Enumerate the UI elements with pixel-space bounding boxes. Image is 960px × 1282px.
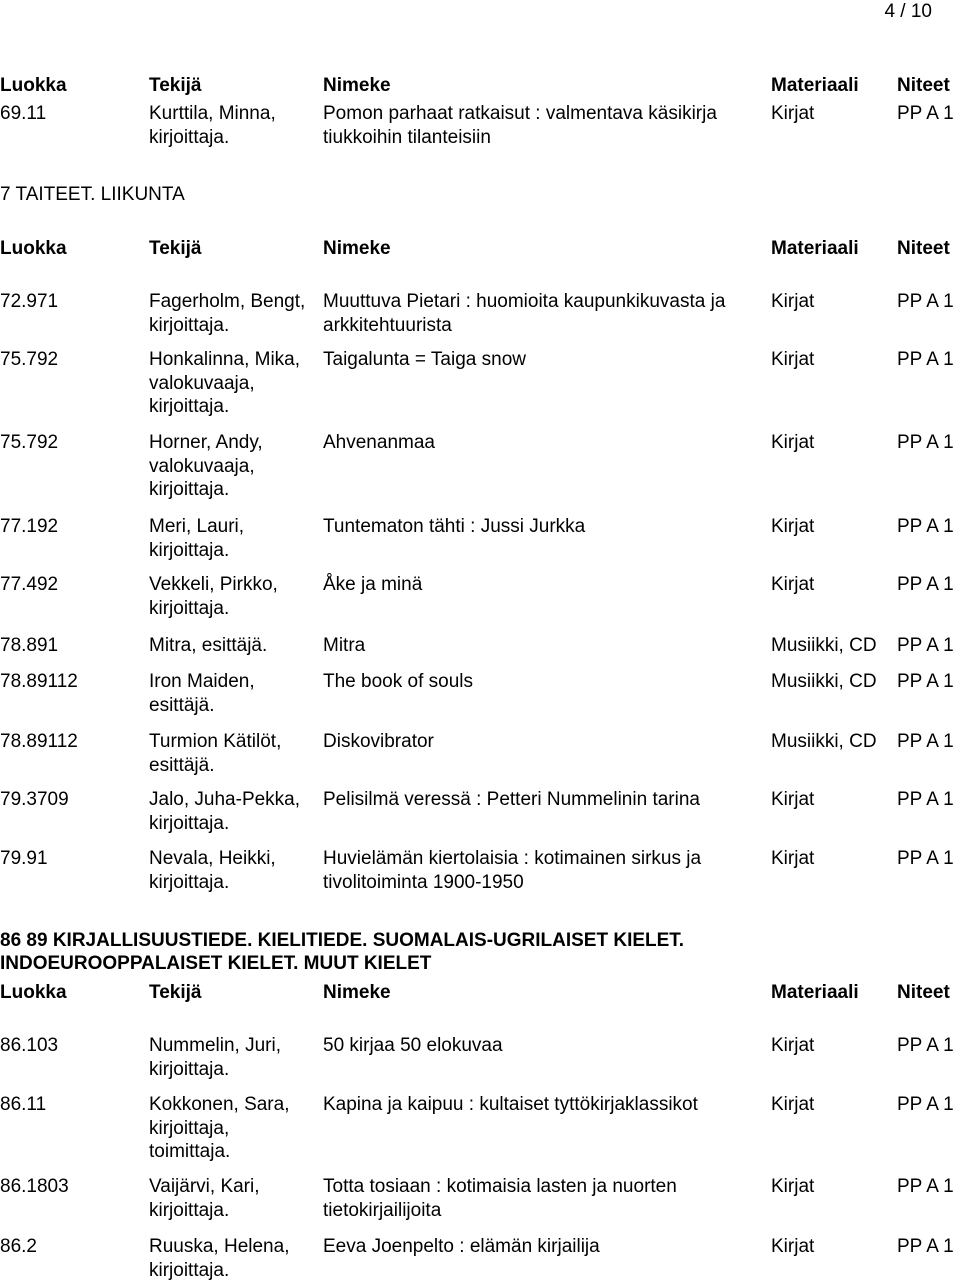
column-header-tekija: Tekijä [149, 982, 202, 1003]
cell-nimeke: Huvielämän kiertolaisia : kotimainen sirkus ja [323, 848, 702, 869]
column-header-luokka: Luokka [0, 982, 67, 1003]
cell-niteet: PP A 1 [897, 848, 954, 869]
table-row [0, 431, 960, 454]
cell-materiaali: Kirjat [771, 291, 815, 312]
cell-niteet: PP A 1 [897, 1236, 954, 1257]
cell-luokka: 77.192 [0, 516, 59, 537]
cell-tekija: Mitra, esittäjä. [149, 635, 268, 656]
column-header-nimeke: Nimeke [323, 982, 391, 1003]
cell-nimeke: Pomon parhaat ratkaisut : valmentava käsikirja [323, 103, 717, 124]
cell-niteet: PP A 1 [897, 291, 954, 312]
section-title: 7 TAITEET. LIIKUNTA [0, 184, 185, 205]
cell-nimeke: Mitra [323, 635, 366, 656]
cell-nimeke: Pelisilmä veressä : Petteri Nummelinin tarina [323, 789, 700, 810]
cell-tekija: valokuvaaja, [149, 455, 255, 477]
cell-nimeke: arkkitehtuurista [323, 314, 452, 336]
cell-luokka: 78.89112 [0, 731, 78, 752]
cell-nimeke: 50 kirjaa 50 elokuvaa [323, 1035, 503, 1056]
cell-tekija: kirjoittaja. [149, 597, 230, 619]
cell-tekija: Nevala, Heikki, [149, 848, 276, 869]
cell-luokka: 86.2 [0, 1236, 37, 1257]
cell-materiaali: Kirjat [771, 574, 815, 595]
cell-niteet: PP A 1 [897, 574, 954, 595]
cell-tekija: kirjoittaja. [149, 812, 230, 834]
cell-materiaali: Kirjat [771, 1035, 815, 1056]
table-header-row [0, 981, 960, 1004]
cell-niteet: PP A 1 [897, 1094, 954, 1115]
cell-luokka: 78.89112 [0, 671, 78, 692]
column-header-nimeke: Nimeke [323, 75, 391, 96]
section-title: INDOEUROOPPALAISET KIELET. MUUT KIELET [0, 953, 432, 974]
table-header-row [0, 74, 960, 97]
cell-tekija: Jalo, Juha-Pekka, [149, 789, 301, 810]
cell-tekija: kirjoittaja. [149, 396, 230, 417]
cell-luokka: 75.792 [0, 432, 59, 453]
cell-niteet: PP A 1 [897, 731, 954, 752]
cell-luokka: 86.103 [0, 1035, 59, 1056]
cell-materiaali: Kirjat [771, 1094, 815, 1115]
column-header-luokka: Luokka [0, 75, 67, 96]
cell-luokka: 69.11 [0, 103, 47, 124]
cell-luokka: 86.1803 [0, 1176, 69, 1197]
cell-tekija: Vaijärvi, Kari, [149, 1176, 260, 1197]
cell-nimeke: Totta tosiaan : kotimaisia lasten ja nuorten [323, 1176, 677, 1197]
cell-tekija: Horner, Andy, [149, 432, 263, 453]
cell-nimeke: Eeva Joenpelto : elämän kirjailija [323, 1236, 600, 1257]
cell-tekija: Ruuska, Helena, [149, 1236, 290, 1257]
cell-nimeke: Åke ja minä [323, 574, 423, 595]
cell-tekija: valokuvaaja, [149, 372, 255, 394]
cell-tekija: kirjoittaja. [149, 479, 230, 500]
cell-tekija: kirjoittaja. [149, 871, 230, 893]
column-header-materiaali: Materiaali [771, 982, 859, 1003]
column-header-materiaali: Materiaali [771, 75, 859, 96]
cell-niteet: PP A 1 [897, 432, 954, 453]
cell-nimeke: Muuttuva Pietari : huomioita kaupunkikuvasta ja [323, 291, 726, 312]
cell-nimeke: The book of souls [323, 671, 473, 692]
cell-tekija: esittäjä. [149, 754, 215, 776]
cell-niteet: PP A 1 [897, 1035, 954, 1056]
cell-luokka: 72.971 [0, 291, 59, 312]
table-header-row [0, 237, 960, 260]
cell-niteet: PP A 1 [897, 789, 954, 810]
cell-tekija: Turmion Kätilöt, [149, 731, 282, 752]
cell-tekija: kirjoittaja. [149, 314, 230, 336]
cell-tekija: Kurttila, Minna, [149, 103, 276, 124]
cell-luokka: 79.91 [0, 848, 48, 869]
column-header-tekija: Tekijä [149, 75, 202, 96]
cell-materiaali: Musiikki, CD [771, 731, 877, 752]
column-header-niteet: Niteet [897, 238, 950, 259]
cell-tekija: kirjoittaja. [149, 1058, 230, 1080]
cell-tekija: Meri, Lauri, [149, 516, 245, 537]
cell-materiaali: Kirjat [771, 1236, 815, 1257]
cell-tekija: Vekkeli, Pirkko, [149, 574, 278, 595]
cell-tekija: Honkalinna, Mika, [149, 349, 301, 370]
cell-niteet: PP A 1 [897, 671, 954, 692]
cell-tekija: esittäjä. [149, 694, 215, 716]
cell-tekija: toimittaja. [149, 1141, 231, 1162]
column-header-materiaali: Materiaali [771, 238, 859, 259]
cell-nimeke: tietokirjailijoita [323, 1199, 442, 1221]
cell-niteet: PP A 1 [897, 349, 954, 370]
cell-luokka: 75.792 [0, 349, 59, 370]
cell-nimeke: tiukkoihin tilanteisiin [323, 126, 491, 148]
cell-nimeke: tivolitoiminta 1900-1950 [323, 871, 524, 893]
cell-nimeke: Taigalunta = Taiga snow [323, 349, 526, 370]
cell-materiaali: Kirjat [771, 432, 815, 453]
cell-materiaali: Musiikki, CD [771, 671, 877, 692]
cell-tekija: kirjoittaja. [149, 126, 230, 148]
cell-luokka: 79.3709 [0, 789, 69, 810]
cell-tekija: Iron Maiden, [149, 671, 255, 692]
cell-tekija: kirjoittaja. [149, 1199, 230, 1221]
column-header-tekija: Tekijä [149, 238, 202, 259]
cell-materiaali: Musiikki, CD [771, 635, 877, 656]
cell-nimeke: Kapina ja kaipuu : kultaiset tyttökirjaklassikot [323, 1094, 698, 1115]
cell-niteet: PP A 1 [897, 1176, 954, 1197]
cell-luokka: 86.11 [0, 1094, 47, 1115]
cell-materiaali: Kirjat [771, 516, 815, 537]
column-header-luokka: Luokka [0, 238, 67, 259]
column-header-niteet: Niteet [897, 982, 950, 1003]
cell-tekija: Kokkonen, Sara, [149, 1094, 290, 1115]
cell-tekija: kirjoittaja. [149, 539, 230, 561]
section-title: 86 89 KIRJALLISUUSTIEDE. KIELITIEDE. SUOMALAIS-UGRILAISET KIELET. [0, 930, 685, 951]
cell-materiaali: Kirjat [771, 848, 815, 869]
cell-niteet: PP A 1 [897, 103, 954, 124]
cell-niteet: PP A 1 [897, 635, 954, 656]
page-number: 4 / 10 [884, 1, 932, 22]
cell-materiaali: Kirjat [771, 789, 815, 810]
column-header-nimeke: Nimeke [323, 238, 391, 259]
cell-luokka: 77.492 [0, 574, 59, 595]
cell-tekija: Fagerholm, Bengt, [149, 291, 306, 312]
cell-tekija: kirjoittaja, [149, 1117, 230, 1139]
cell-tekija: Nummelin, Juri, [149, 1035, 281, 1056]
cell-nimeke: Diskovibrator [323, 731, 434, 752]
table-row [0, 573, 960, 596]
cell-materiaali: Kirjat [771, 349, 815, 370]
cell-tekija: kirjoittaja. [149, 1259, 230, 1281]
cell-nimeke: Tuntematon tähti : Jussi Jurkka [323, 516, 586, 537]
cell-materiaali: Kirjat [771, 1176, 815, 1197]
cell-nimeke: Ahvenanmaa [323, 432, 435, 453]
column-header-niteet: Niteet [897, 75, 950, 96]
cell-niteet: PP A 1 [897, 516, 954, 537]
cell-materiaali: Kirjat [771, 103, 815, 124]
cell-luokka: 78.891 [0, 635, 59, 656]
